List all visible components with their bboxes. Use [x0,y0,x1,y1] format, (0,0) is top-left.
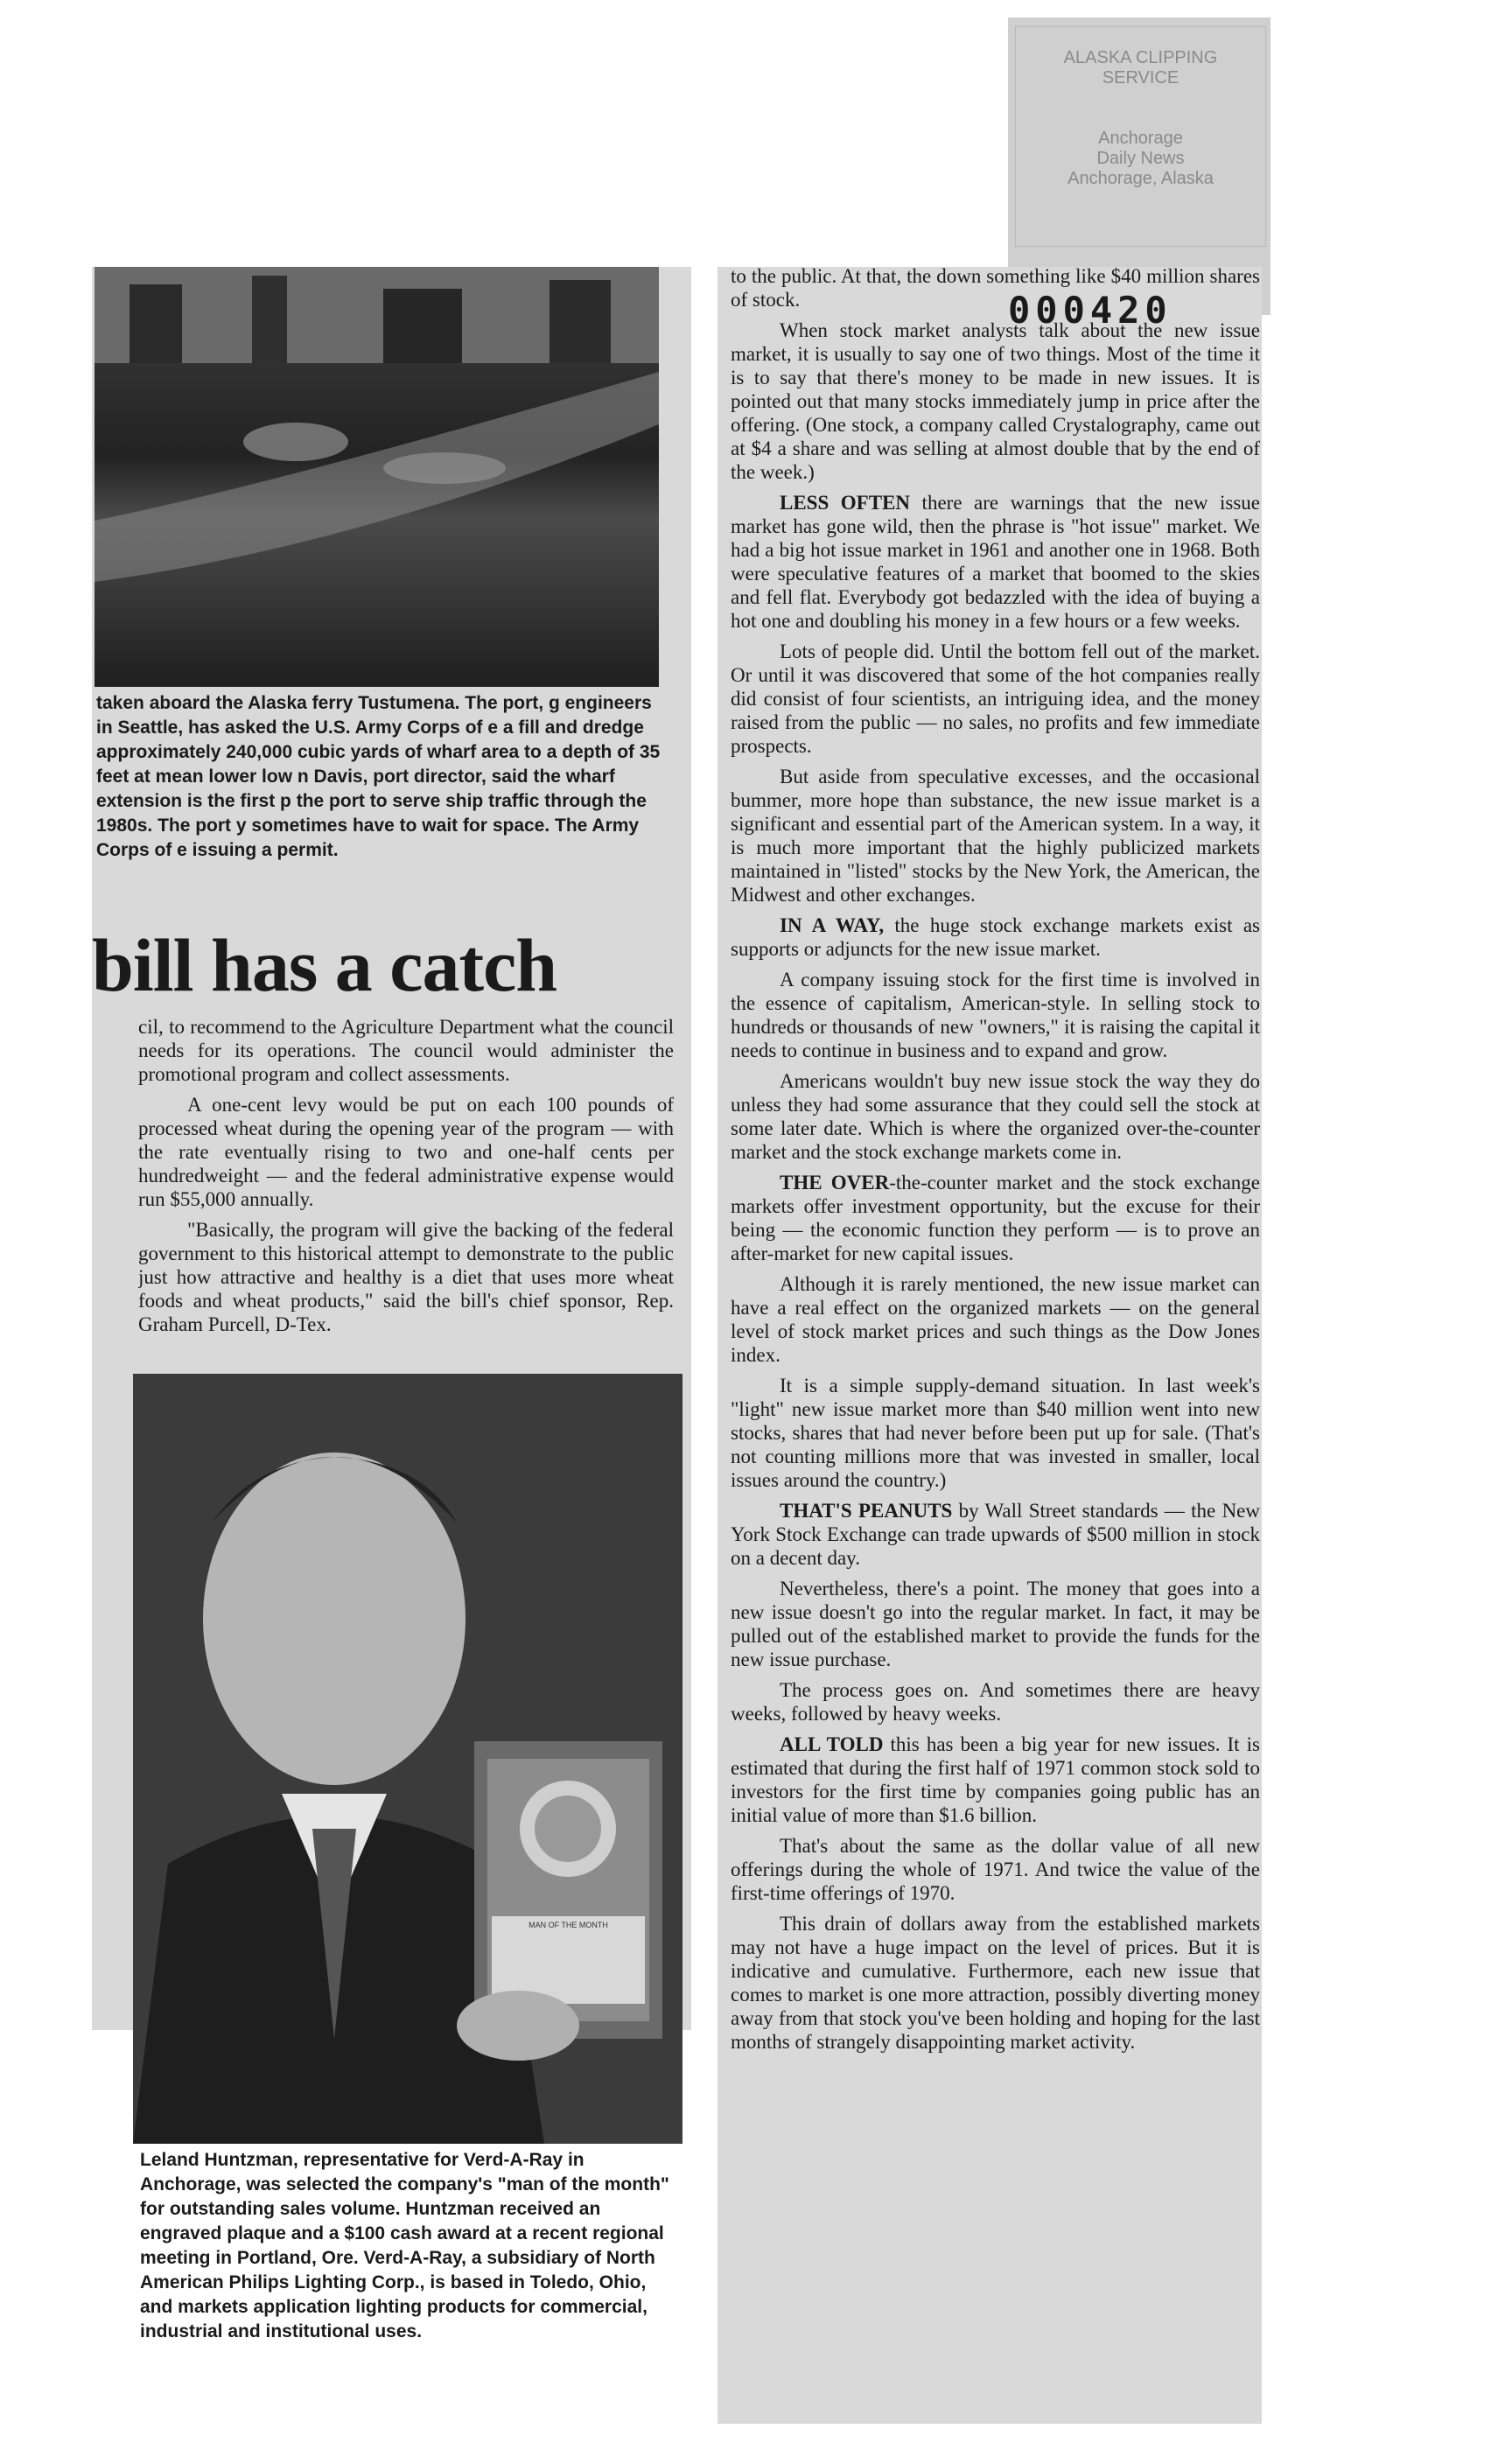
headline: bill has a catch [92,923,557,1007]
stock-paragraph-8-text: Americans wouldn't buy new issue stock the way they do unless they had some assurance that they could sell the stock at some later date. Which is where the organized over-the-counter market and the stock exchange markets come in. [731,1070,1260,1163]
ferry-caption: taken aboard the Alaska ferry Tustumena. The port, g engineers in Seattle, has asked the U.S. Army Corps of e a fill and dredge approximately 240,000 cubic yards of wharf area to a depth of 35 feet at mean lower low n Davis, port director, said the wharf extension is the first p the port to serve ship traffic through the 1980s. The port y sometimes have to wait for space. The Army Corps of e issuing a permit. [96,693,661,860]
stock-paragraph-10 [731,1272,1260,1367]
stock-paragraph-12-lead: THAT'S PEANUTS [780,1500,953,1522]
stock-paragraph-4-text: Lots of people did. Until the bottom fell out of the market. Or until it was discovered that some of the hot companies really did consist of four scientists, an intriguing idea, and the money raised from the public — no sales, no profits and few immediate prospects. [731,640,1260,757]
stock-paragraph-13 [731,1577,1260,1671]
stock-paragraph-10-text: Although it is rarely mentioned, the new issue market can have a real effect on the organized markets — on the general level of stock market prices and such things as the Dow Jones index. [731,1273,1260,1366]
stock-paragraph-9-text: -the-counter market and the stock exchange markets offer investment opportunity, but the excuse for their being — the economic function they perform — is to prove an after-market for new capital issues. [731,1172,1260,1264]
clipping-number: 000420 [1008,289,1172,332]
stock-paragraph-1 [731,264,1260,312]
wheat-article [138,1015,674,1365]
stock-article [731,264,1260,2421]
stock-paragraph-3-text: there are warnings that the new issue market has gone wild, then the phrase is "hot issue" market. We had a big hot issue market in 1961 and another one in 1968. Both were speculative features of a market that boomed to the skies and fell flat. Everybody got bedazzled with the idea of buying a hot one and doubling his money in a few hours or a few weeks. [731,492,1260,632]
wheat-paragraph-1: cil, to recommend to the Agriculture Department what the council needs for its operations. The council would administer the promotional program and collect assessments. [138,1016,674,1085]
stamp-line-4: Daily News [1096,149,1185,168]
huntzman-photo [133,1374,682,2144]
stock-paragraph-14 [731,1678,1260,1726]
stock-paragraph-1-text: to the public. At that, the down something like $40 million shares of stock. [731,265,1260,311]
wheat-paragraph-2: A one-cent levy would be put on each 100 pounds of processed wheat during the opening year of the program — with the rate eventually rising to two and one-half cents per hundredweight — and the federal administrative expense would run $55,000 annually. [138,1094,674,1210]
stock-paragraph-6-text: the huge stock exchange markets exist as supports or adjuncts for the new issue market. [731,914,1260,960]
stock-paragraph-14-text: The process goes on. And sometimes there are heavy weeks, followed by heavy weeks. [731,1679,1260,1725]
plaque-text: MAN OF THE MONTH [528,1921,608,1929]
stamp-line-2: SERVICE [1102,68,1180,88]
stock-paragraph-2 [731,318,1260,484]
stock-paragraph-17 [731,1912,1260,2054]
stock-paragraph-17-text: This drain of dollars away from the established markets may not have a huge impact on the level of prices. But it is indicative and cumulative. Furthermore, each new issue that comes to market is one more attraction, possibly diverting money away from that stock you've been holding and hoping for the last months of strangely disappointing market activity. [731,1913,1260,2053]
stock-paragraph-2-text: When stock market analysts talk about the new issue market, it is usually to say one of two things. Most of the time it is to say that there's money to be made in new issues. It is pointed out that many stocks immediately jump in price after the offering. (One stock, a company called Crystalography, came out at $4 a share and was selling at almost double that by the end of the week.) [731,319,1260,483]
harbor-photo [94,267,659,687]
stock-paragraph-11 [731,1374,1260,1492]
stock-paragraph-9-lead: THE OVER [780,1172,890,1194]
clipping-service-stamp [1015,26,1266,247]
stock-paragraph-11-text: It is a simple supply-demand situation. In last week's "light" new issue market more than $40 million went into new stocks, shares that had never before been put up for sale. (That's not counting millions more that was invested in smaller, local issues around the country.) [731,1375,1260,1491]
stock-paragraph-16 [731,1834,1260,1905]
stock-paragraph-12-text: by Wall Street standards — the New York Stock Exchange can trade upwards of $500 million in stock on a decent day. [731,1500,1260,1569]
stock-paragraph-4 [731,640,1260,758]
huntzman-photo-art [133,1374,682,2144]
stamp-line-3: Anchorage [1098,129,1183,148]
wheat-paragraph-3: "Basically, the program will give the backing of the federal government to this historical attempt to demonstrate to the public just how attractive and healthy is a diet that uses more wheat foods and wheat products," said the bill's chief sponsor, Rep. Graham Purcell, D-Tex. [138,1219,674,1335]
stamp-line-5: Anchorage, Alaska [1068,169,1214,188]
stock-paragraph-6-lead: IN A WAY, [780,914,885,936]
stock-paragraph-3 [731,491,1260,633]
stock-paragraph-8 [731,1069,1260,1164]
stock-paragraph-6 [731,914,1260,961]
stock-paragraph-5-text: But aside from speculative excesses, and the occasional bummer, more hope than substance, the new issue market is a significant and essential part of the American system. In a way, it is much more important that the highly publicized markets maintained in "listed" stocks by the New York, the American, the Midwest and other exchanges. [731,766,1260,906]
huntzman-caption: Leland Huntzman, representative for Verd-A-Ray in Anchorage, was selected the company's "man of the month" for outstanding sales volume. Huntzman received an engraved plaque and a $100 cash award at a recent regional meeting in Portland, Ore. Verd-A-Ray, a subsidiary of North American Philips Lighting Corp., is based in Toledo, Ohio, and markets application lighting products for commercial, industrial and institutional uses. [140,2150,669,2342]
stock-paragraph-16-text: That's about the same as the dollar value of all new offerings during the whole of 1971. And twice the value of the first-time offerings of 1970. [731,1835,1260,1904]
stock-paragraph-5 [731,765,1260,906]
stock-paragraph-13-text: Nevertheless, there's a point. The money that goes into a new issue doesn't go into the regular market. In fact, it may be pulled out of the established market to provide the funds for the new issue purchase. [731,1578,1260,1670]
stock-paragraph-15-lead: ALL TOLD [780,1733,884,1755]
stock-paragraph-7 [731,968,1260,1062]
stock-paragraph-15-text: this has been a big year for new issues. It is estimated that during the first half of 1971 common stock sold to investors for the first time by companies going public has an initial value of more than $1.6 billion. [731,1733,1260,1826]
stock-paragraph-12 [731,1499,1260,1570]
stock-paragraph-3-lead: LESS OFTEN [780,492,911,514]
stamp-line-1: ALASKA CLIPPING [1063,48,1218,67]
harbor-photo-art [94,267,659,687]
stock-paragraph-7-text: A company issuing stock for the first time is involved in the essence of capitalism, American-style. In selling stock to hundreds or thousands of new "owners," it is raising the capital it needs to continue in business and to expand and grow. [731,969,1260,1061]
stock-paragraph-15 [731,1732,1260,1827]
stock-paragraph-9 [731,1171,1260,1265]
